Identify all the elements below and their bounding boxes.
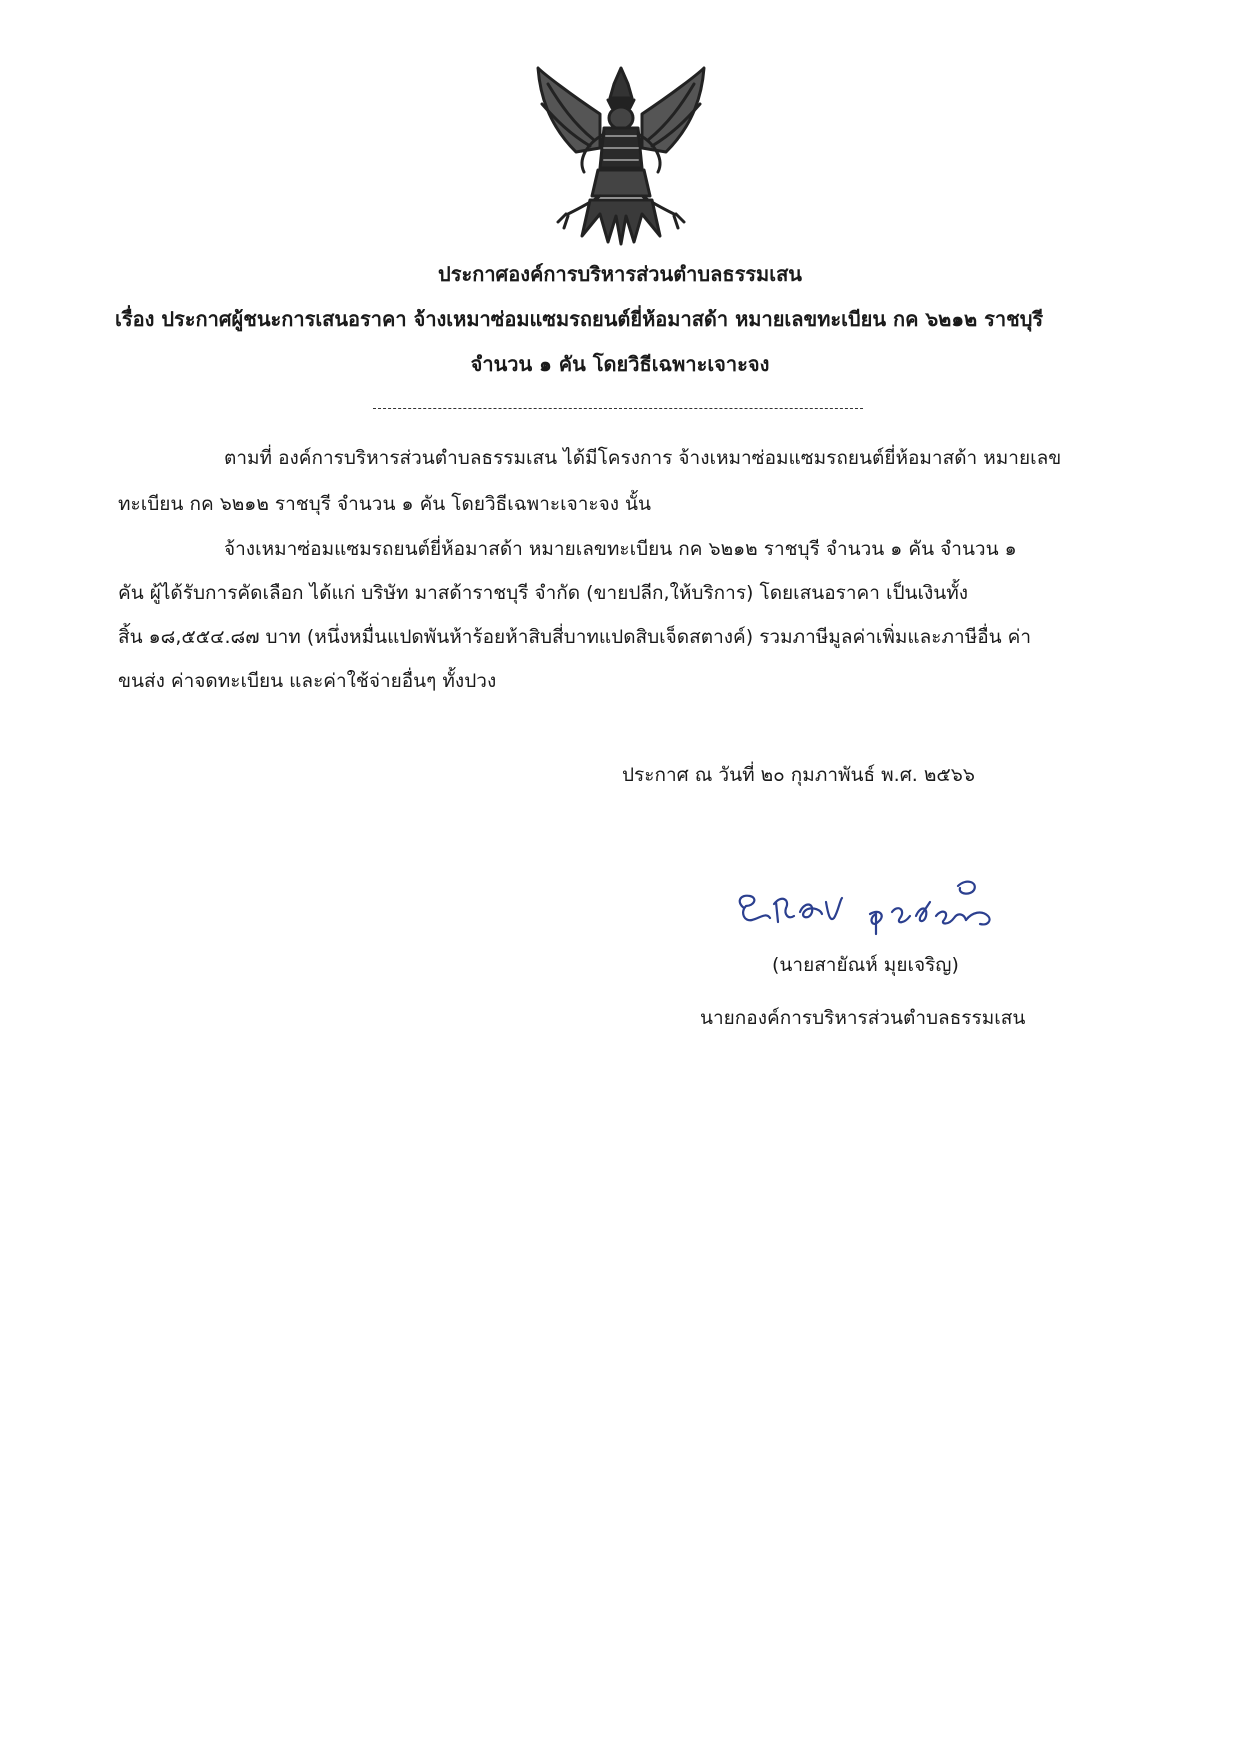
paragraph-1-line-2: ทะเบียน กค ๖๒๑๒ ราชบุรี จำนวน ๑ คัน โดยวิธีเฉพาะเจาะจง นั้น <box>118 493 652 515</box>
paragraph-2-line-2: คัน ผู้ได้รับการคัดเลือก ได้แก่ บริษัท มาสด้าราชบุรี จำกัด (ขายปลีก,ให้บริการ) โดยเสนอราคา เป็นเงินทั้ง <box>118 582 969 604</box>
garuda-emblem-icon <box>530 64 712 246</box>
announcement-date: ประกาศ ณ วันที่ ๒๐ กุมภาพันธ์ พ.ศ. ๒๕๖๖ <box>622 764 975 786</box>
announcement-subject-continued: จำนวน ๑ คัน โดยวิธีเฉพาะเจาะจง <box>470 352 770 376</box>
paragraph-2-line-4: ขนส่ง ค่าจดทะเบียน และค่าใช้จ่ายอื่นๆ ทั้งปวง <box>118 670 497 692</box>
signer-name: (นายสายัณห์ มุยเจริญ) <box>772 954 959 976</box>
paragraph-2-line-1: จ้างเหมาซ่อมแซมรถยนต์ยี่ห้อมาสด้า หมายเลขทะเบียน กค ๖๒๑๒ ราชบุรี จำนวน ๑ คัน จำนวน ๑ <box>224 538 1017 560</box>
paragraph-2-line-3: สิ้น ๑๘,๕๕๔.๘๗ บาท (หนึ่งหมื่นแปดพันห้าร้อยห้าสิบสี่บาทแปดสิบเจ็ดสตางค์) รวมภาษีมูลค่าเพิ่มและภาษีอื่น ค่า <box>118 626 1032 648</box>
announcement-subject: เรื่อง ประกาศผู้ชนะการเสนอราคา จ้างเหมาซ่อมแซมรถยนต์ยี่ห้อมาสด้า หมายเลขทะเบียน กค ๖๒๑๒ ราชบุรี <box>115 307 1044 331</box>
signer-position: นายกองค์การบริหารส่วนตำบลธรรมเสน <box>700 1007 1026 1029</box>
announcement-title: ประกาศองค์การบริหารส่วนตำบลธรรมเสน <box>438 262 802 286</box>
divider <box>373 408 863 409</box>
paragraph-1-line-1: ตามที่ องค์การบริหารส่วนตำบลธรรมเสน ได้มีโครงการ จ้างเหมาซ่อมแซมรถยนต์ยี่ห้อมาสด้า หมายเลข <box>224 447 1062 469</box>
handwritten-signature <box>730 872 1000 942</box>
